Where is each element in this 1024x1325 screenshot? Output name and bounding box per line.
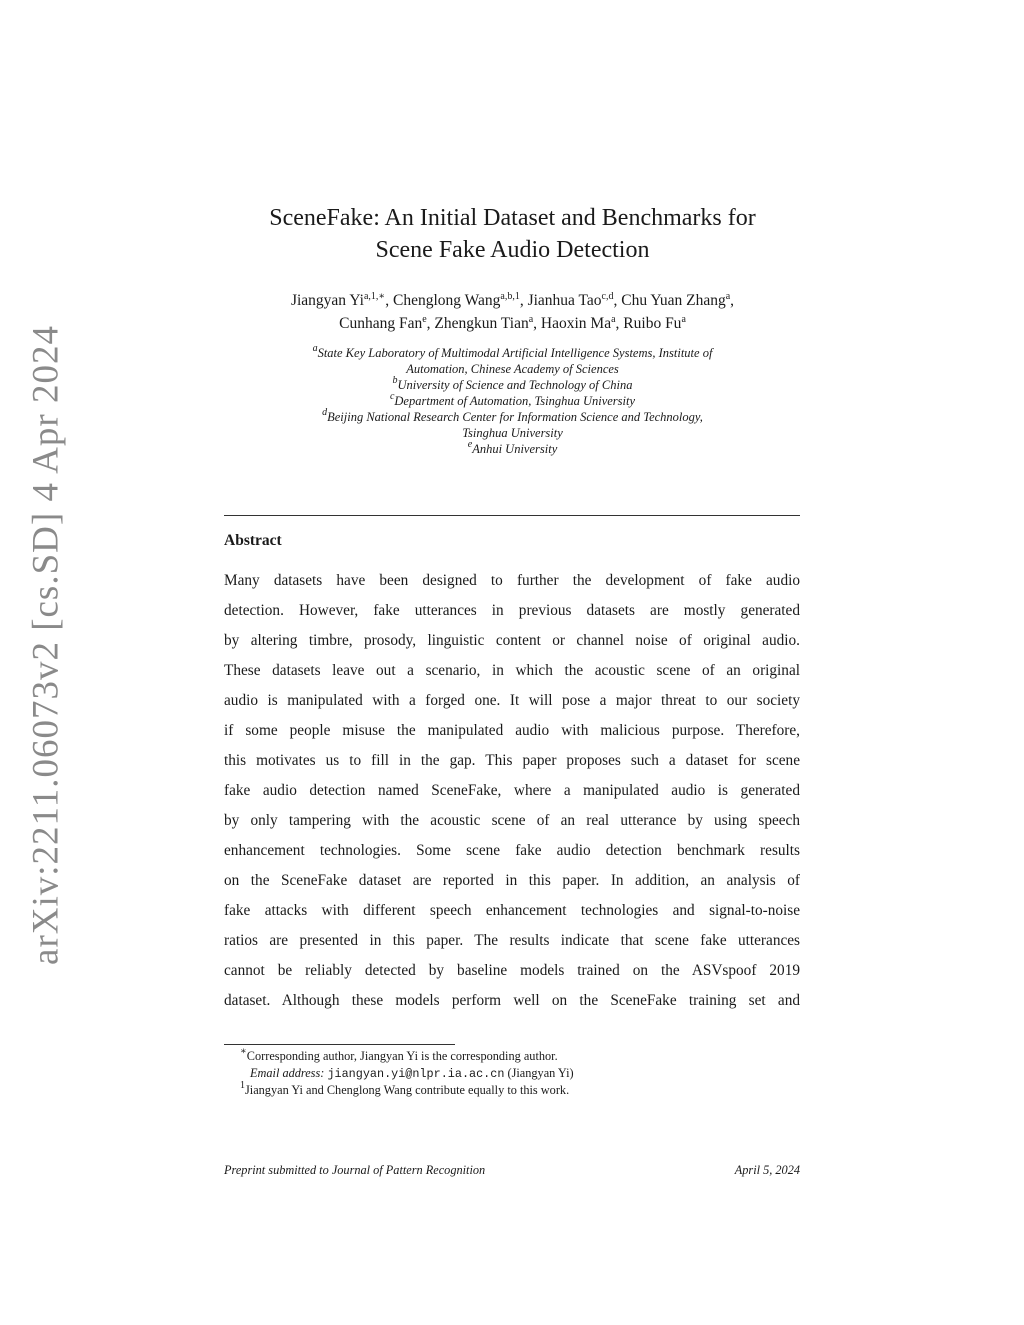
author-name: Haoxin Ma [540,315,612,332]
abstract-line: enhancement technologies. Some scene fake audio detection benchmark results [224,842,800,859]
paper-title [225,202,800,266]
author-name: Zhengkun Tian [434,315,529,332]
affiliation-key: e [467,439,473,450]
author-affiliation-marks: a [528,314,534,325]
abstract-line: Many datasets have been designed to further the development of fake audio [224,572,800,589]
author-name: Jiangyan Yi [290,292,364,309]
abstract-line: by only tampering with the acoustic scene of an real utterance by using speech [224,812,800,829]
affiliation-text: Automation, Chinese Academy of Sciences [406,362,619,376]
affiliation-a [225,345,800,377]
abstract-line: ratios are presented in this paper. The results indicate that scene fake utterances [224,932,800,949]
abstract-line: dataset. Although these models perform well on the SceneFake training set and [224,992,800,1009]
affiliation-key: a [312,343,318,354]
author-affiliation-marks: a,b,1 [500,291,520,302]
footnotes [240,1048,800,1099]
footnote-text: Jiangyan Yi and Chenglong Wang contribute equally to this work. [245,1083,570,1097]
affiliation-e [225,441,800,457]
affiliation-key: b [392,375,398,386]
email-address[interactable]: jiangyan.yi@nlpr.ia.ac.cn [327,1066,505,1081]
footnote-text: Corresponding author, Jiangyan Yi is the corresponding author. [246,1049,558,1063]
abstract-line: fake attacks with different speech enhancement technologies and signal-to-noise [224,902,800,919]
preprint-date: April 5, 2024 [734,1163,800,1177]
author-name: Chenglong Wang [392,292,501,309]
abstract-line: These datasets leave out a scenario, in which the acoustic scene of an original [224,662,800,679]
author-name: Jianhua Tao [527,292,602,309]
footnote-equal-contribution [240,1082,800,1099]
affiliation-text: Department of Automation, Tsinghua University [394,394,636,408]
author-affiliation-marks: a,1,∗ [363,291,386,302]
footnote-mark: 1 [240,1080,245,1091]
affiliation-d [225,409,800,441]
author-name: Chu Yuan Zhang [621,292,726,309]
abstract-line: fake audio detection named SceneFake, where a manipulated audio is generated [224,782,800,799]
abstract-line: by altering timbre, prosody, linguistic content or channel noise of original audio. [224,632,800,649]
affiliation-list [225,345,800,457]
author-affiliation-marks: e [422,314,427,325]
author-affiliation-marks: a [681,314,686,325]
abstract-line: this motivates us to fill in the gap. This paper proposes such a dataset for scene [224,752,800,769]
abstract-line: audio is manipulated with a forged one. It will pose a major threat to our society [224,692,800,709]
abstract-line: cannot be reliably detected by baseline models trained on the ASVspoof 2019 [224,962,800,979]
title-line-2: Scene Fake Audio Detection [375,237,650,263]
abstract-line: detection. However, fake utterances in previous datasets are mostly generated [224,602,800,619]
preprint-note: Preprint submitted to Journal of Pattern Recognition [224,1163,486,1177]
affiliation-text: State Key Laboratory of Multimodal Artificial Intelligence Systems, Institute of [317,346,713,360]
title-line-1: SceneFake: An Initial Dataset and Benchmarks for [269,205,756,231]
affiliation-text: University of Science and Technology of China [397,378,633,392]
author-affiliation-marks: a [611,314,616,325]
footnote-rule [224,1044,455,1045]
affiliation-text: Tsinghua University [462,426,563,440]
email-owner: (Jiangyan Yi) [507,1065,574,1080]
author-name: Ruibo Fu [623,315,682,332]
affiliation-b [225,377,800,393]
author-list: Jiangyan $Yi^{a,1,∗}$, Chenglong Wang$^{a,b,1}$, Jianhua Tao$^{c,d}$, Chu Yuan Zhang$^a$, Cunhang Fan$^e$, Zhengkun Tian$^a$, Haoxin Ma$^a$, Ruibo Fu$^a$ [290,291,735,332]
abstract-line: if some people misuse the manipulated audio with malicious purpose. Therefore, [224,722,800,739]
abstract-top-rule [224,515,800,516]
email-label: Email address: [250,1065,325,1080]
author-affiliation-marks: c,d [601,291,614,302]
affiliation-key: d [322,407,328,418]
author-affiliation-marks: a [725,291,731,302]
arxiv-identifier-stamp: arXiv:2211.06073v2 [cs.SD] 4 Apr 2024 [25,325,67,965]
abstract-body [224,566,800,1016]
footnote-mark: ∗ [240,1046,247,1057]
abstract-heading: Abstract [224,532,282,549]
abstract-line: on the SceneFake dataset are reported in this paper. In addition, an analysis of [224,872,800,889]
affiliation-text: Anhui University [472,442,558,456]
affiliation-key: c [389,391,395,402]
affiliation-c [225,393,800,409]
author-name: Cunhang Fan [339,315,423,332]
footnote-email [240,1065,800,1083]
footnote-corresponding [240,1048,800,1065]
affiliation-text: Beijing National Research Center for Information Science and Technology, [327,410,703,424]
